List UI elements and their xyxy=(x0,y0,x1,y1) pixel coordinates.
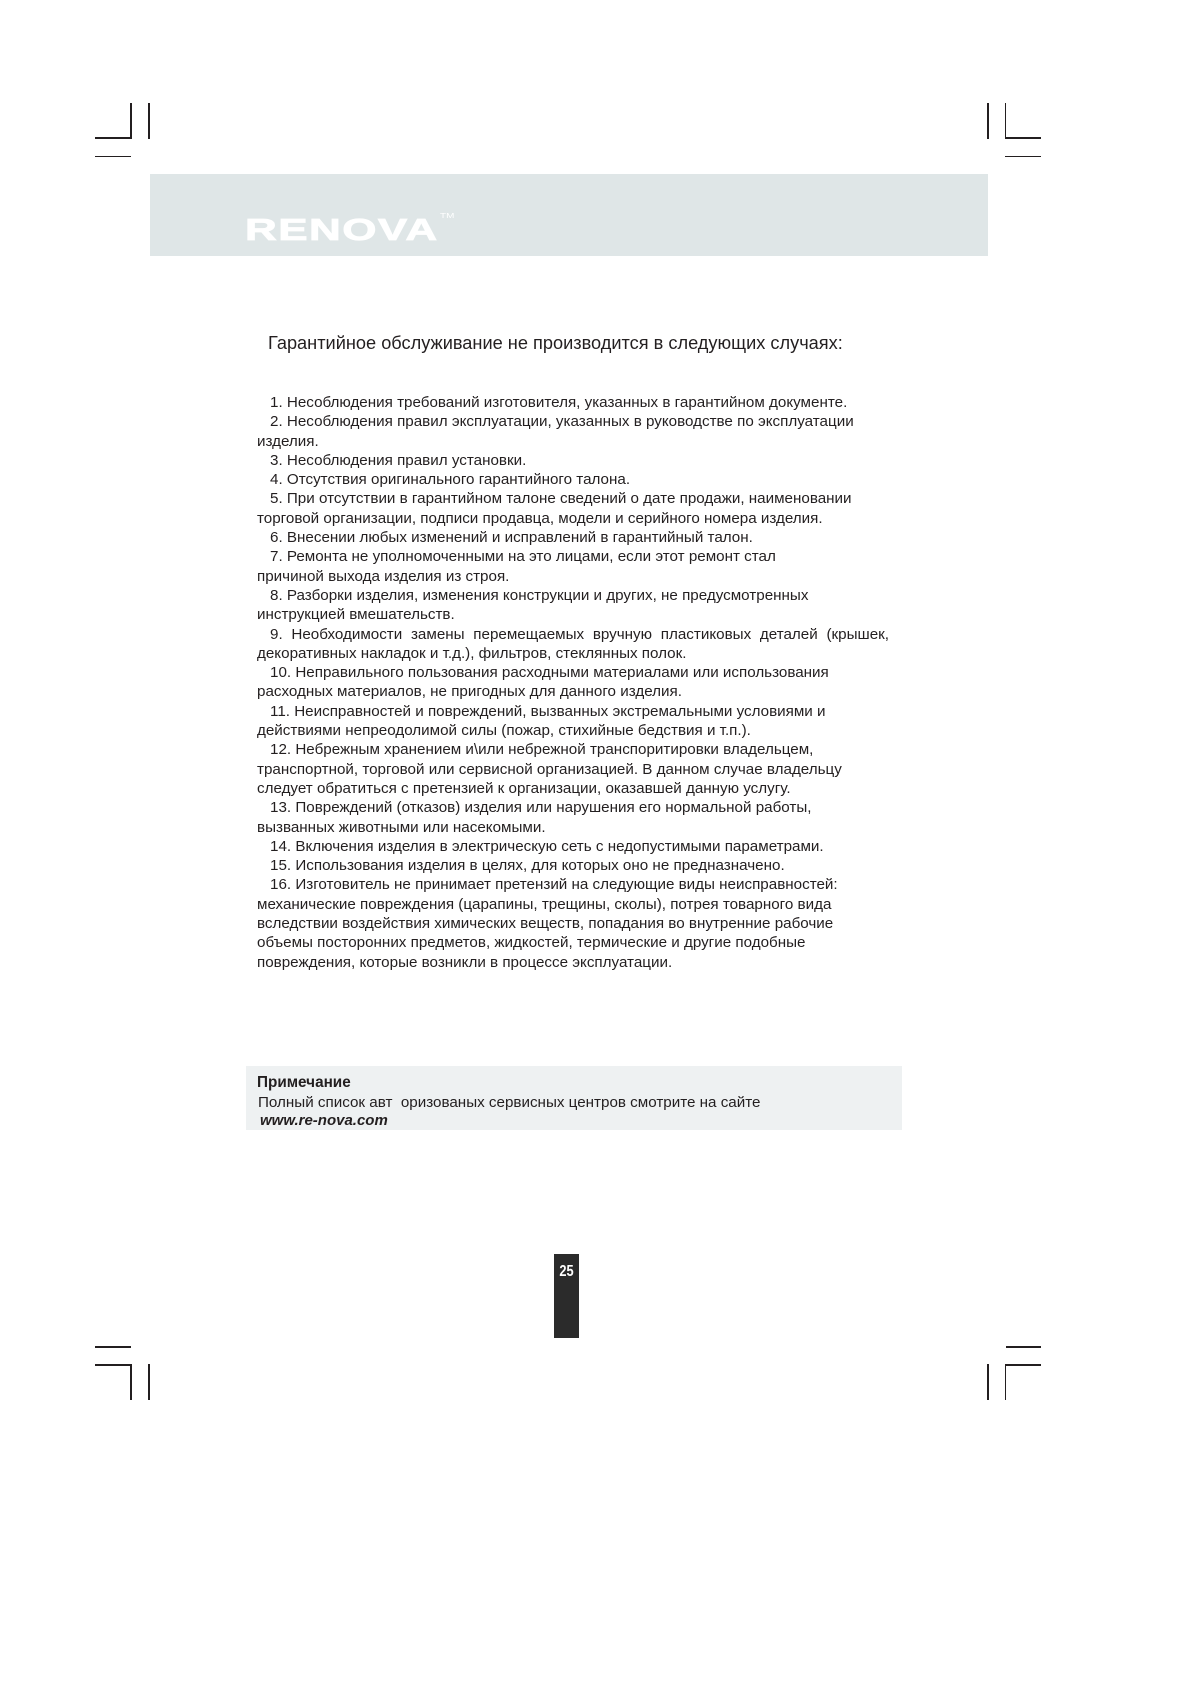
website-link[interactable]: www.re-nova.com xyxy=(260,1112,388,1129)
crop-mark-bottom-left xyxy=(95,1364,132,1366)
crop-mark-bottom-right xyxy=(1006,1346,1041,1348)
page-number: 25 xyxy=(559,1263,574,1280)
crop-mark-bottom-right xyxy=(1005,1364,1006,1400)
list-item: 5. При отсутствии в гарантийном талоне сведений о дате продажи, наименовании торговой организации, подписи продавца, модели и серийного номера изделия. xyxy=(257,490,852,527)
crop-mark-top-left xyxy=(130,103,132,139)
crop-mark-top-left xyxy=(95,137,132,139)
crop-mark-top-right xyxy=(1005,137,1041,139)
crop-mark-bottom-left xyxy=(130,1364,132,1400)
crop-mark-top-left xyxy=(95,156,131,157)
crop-mark-bottom-right xyxy=(1005,1364,1041,1366)
crop-mark-top-left xyxy=(148,103,150,139)
list-item: 1. Несоблюдения требований изготовителя, указанных в гарантийном документе. xyxy=(270,394,848,411)
brand-name: RENOVA xyxy=(245,212,439,247)
warranty-exclusions-list xyxy=(257,393,889,972)
brand-logo xyxy=(245,214,453,245)
crop-mark-top-right xyxy=(1005,103,1006,139)
list-item: 7. Ремонта не уполномоченными на это лицами, если этот ремонт стал причиной выхода изделия из строя. xyxy=(257,548,776,585)
note-text: Полный список авт оризованых сервисных центров смотрите на сайте xyxy=(258,1094,761,1111)
note-box xyxy=(246,1066,902,1130)
list-item: 16. Изготовитель не принимает претензий на следующие виды неисправностей: механические повреждения (царапины, трещины, сколы), потрея товарного вида вследствии воздействия химических веществ, попадания во внутренние рабочие объемы посторонних предметов, жидкостей, термические и другие подобные повреждения, которые возникли в процессе эксплуатации. xyxy=(257,876,838,971)
note-title: Примечание xyxy=(257,1074,351,1091)
section-heading: Гарантийное обслуживание не производится в следующих случаях: xyxy=(268,333,843,353)
list-item: 10. Неправильного пользования расходными материалами или использования расходных материалов, не пригодных для данного изделия. xyxy=(257,664,829,701)
page-number-tab xyxy=(554,1254,579,1338)
list-item: 11. Неисправностей и повреждений, вызванных экстремальными условиями и действиями непреодолимой силы (пожар, стихийные бедствия и т.п.). xyxy=(257,702,826,740)
list-item: 9. Необходимости замены перемещаемых вручную пластиковых деталей (крышек, декоративных накладок и т.д.), фильтров, стеклянных полок. xyxy=(257,625,889,662)
crop-mark-bottom-right xyxy=(987,1364,989,1400)
list-item: 15. Использования изделия в целях, для которых оно не предназначено. xyxy=(270,857,785,875)
list-item: 12. Небрежным хранением и\или небрежной транспоритировки владельцем, транспортной, торговой или сервисной организацией. В данном случае владельцу следует обратиться с претензией к организации, оказавшей данную услугу. xyxy=(257,741,842,797)
crop-mark-bottom-left xyxy=(148,1364,150,1400)
list-item: 13. Повреждений (отказов) изделия или нарушения его нормальной работы, вызванных животными или насекомыми. xyxy=(257,799,812,836)
list-item: 14. Включения изделия в электрическую сеть с недопустимыми параметрами. xyxy=(270,837,824,855)
trademark-mark: TM xyxy=(440,213,455,220)
list-item: 4. Отсутствия оригинального гарантийного талона. xyxy=(270,471,631,489)
list-item: 6. Внесении любых изменений и исправлений в гарантийный талон. xyxy=(270,529,753,547)
list-item: 8. Разборки изделия, изменения конструкции и других, не предусмотренных инструкцией вмешательств. xyxy=(257,586,809,624)
header-band xyxy=(150,174,988,256)
list-item: 3. Несоблюдения правил установки. xyxy=(270,451,527,469)
crop-mark-top-right xyxy=(1005,156,1041,157)
crop-mark-top-right xyxy=(987,103,989,139)
crop-mark-bottom-left xyxy=(95,1346,131,1348)
list-item: 2. Несоблюдения правил эксплуатации, указанных в руководстве по эксплуатации изделия. xyxy=(257,413,854,450)
